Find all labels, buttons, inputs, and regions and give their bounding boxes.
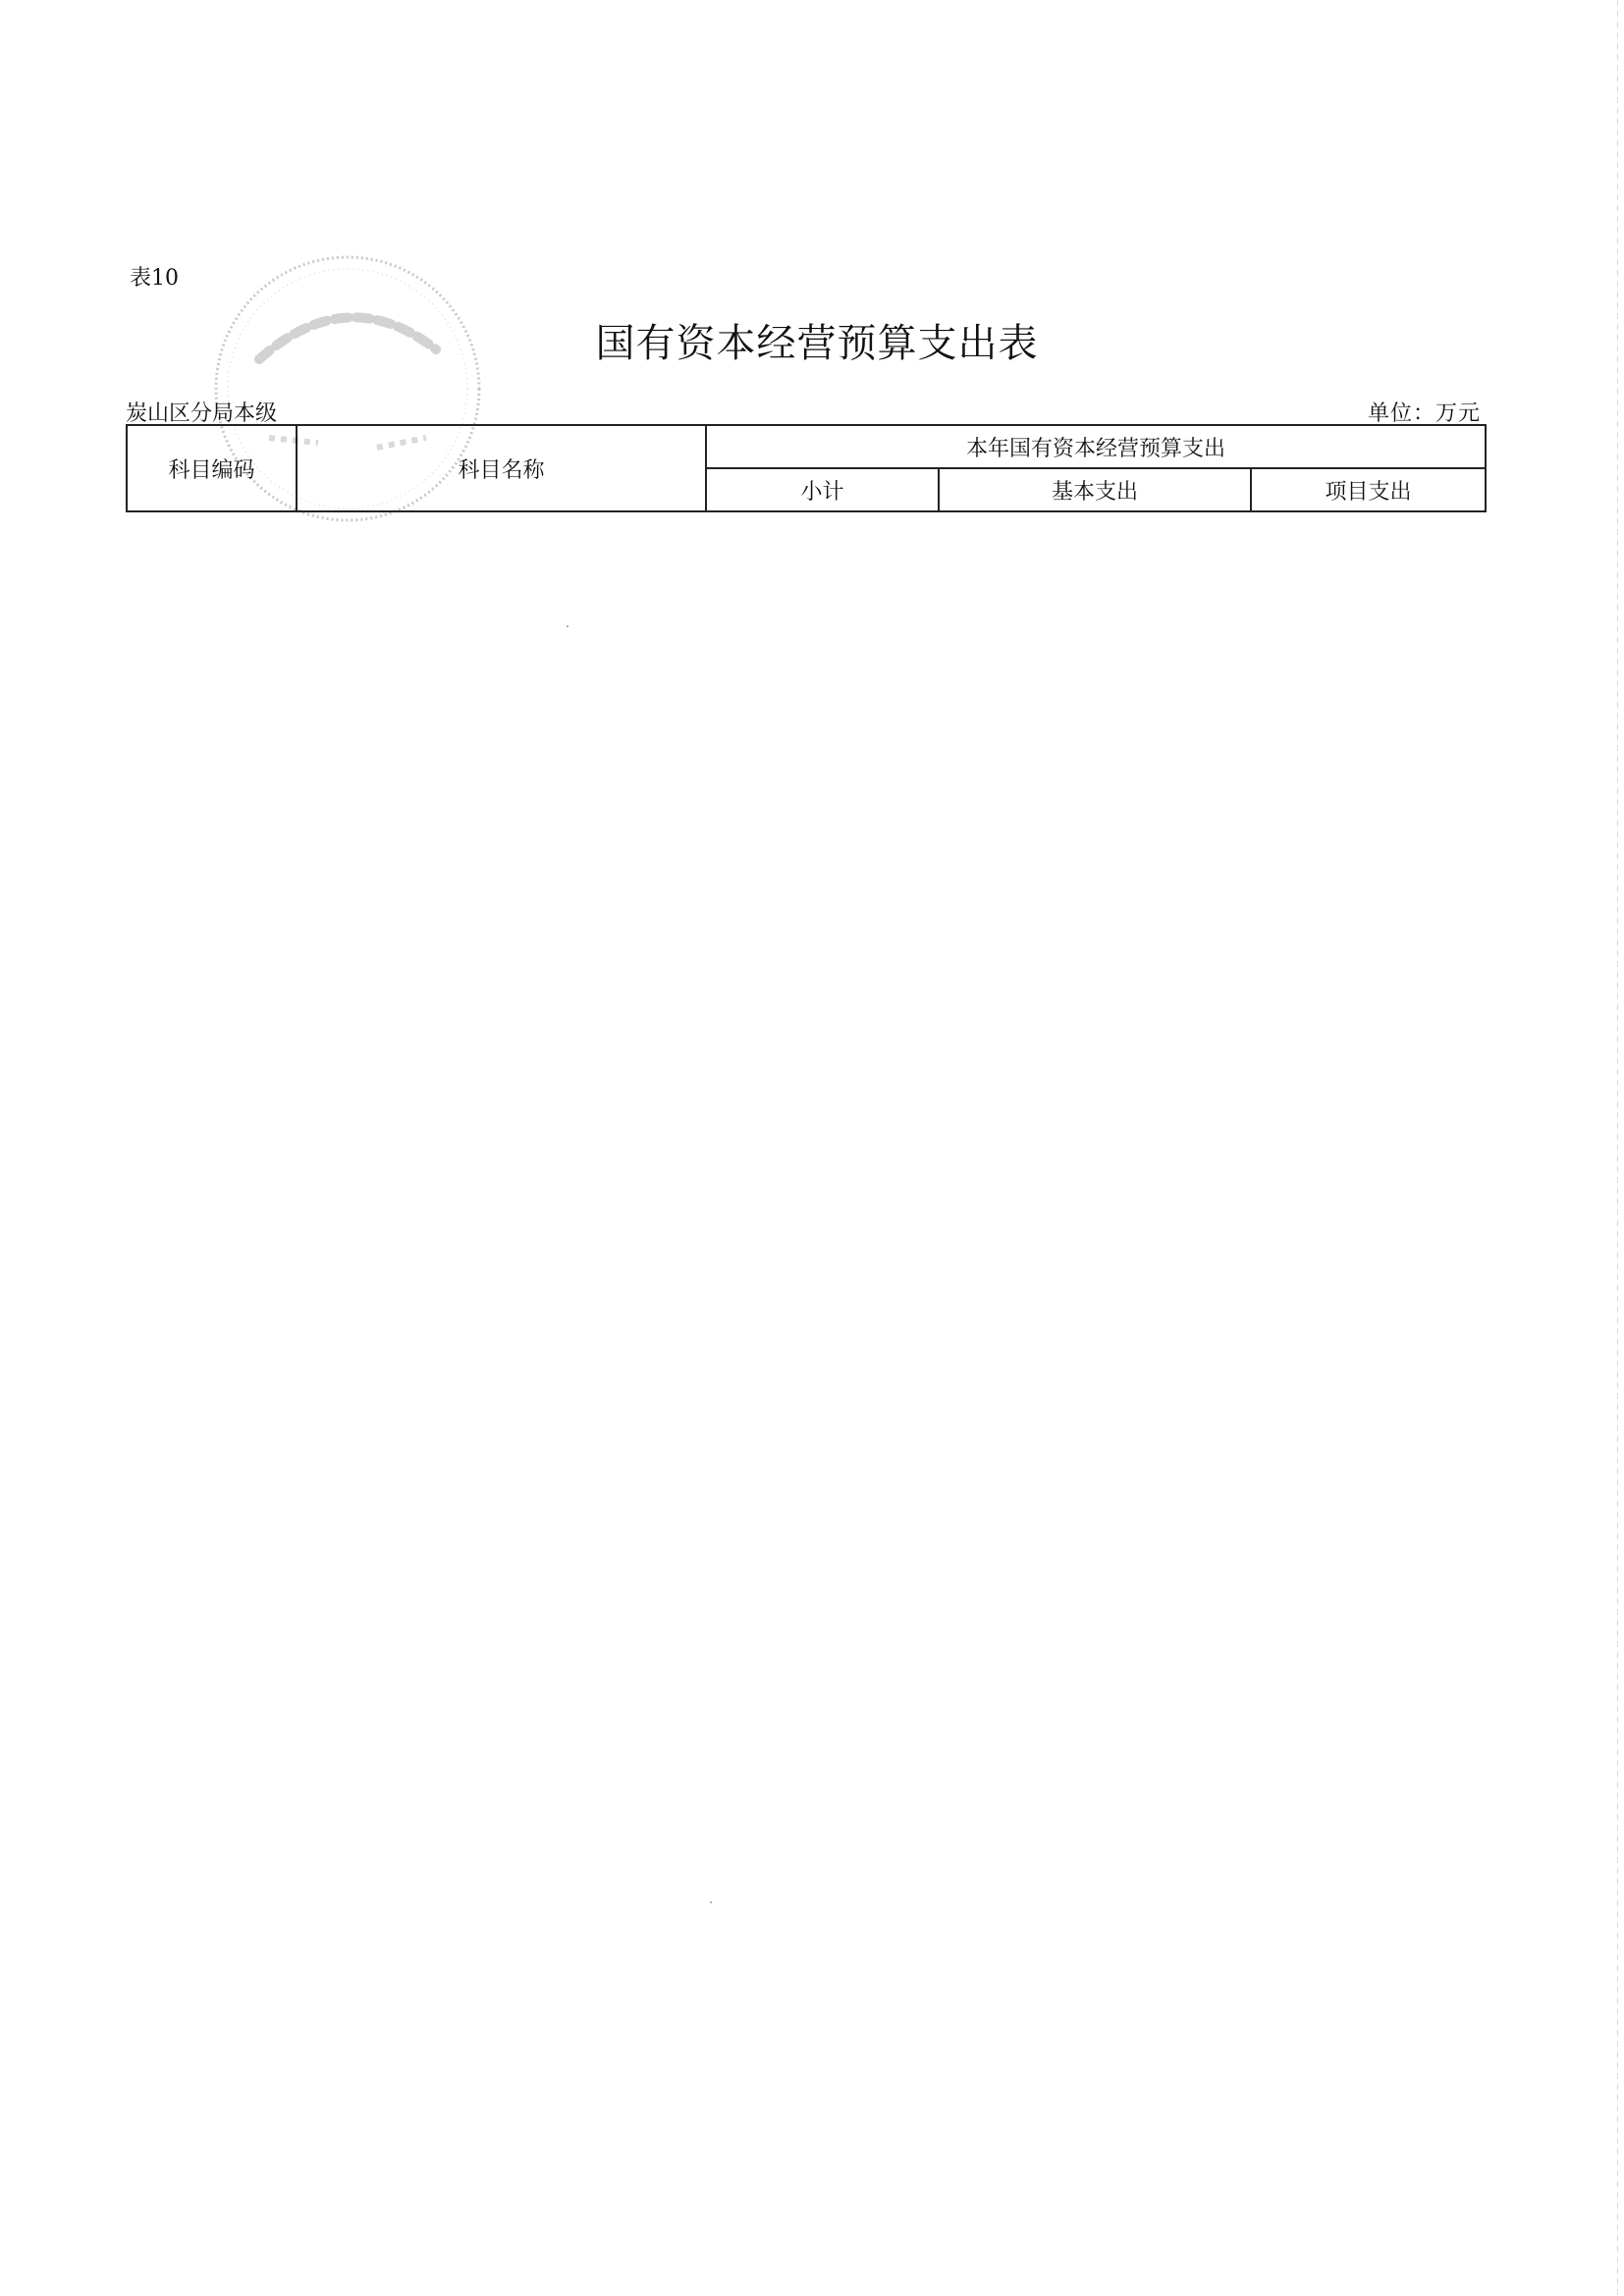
- column-header-basic: 基本支出: [939, 468, 1251, 511]
- page-title: 国有资本经营预算支出表: [595, 321, 1039, 366]
- column-header-project: 项目支出: [1251, 468, 1486, 511]
- column-header-name: 科目名称: [297, 425, 706, 511]
- unit-label: 单位：万元: [1367, 401, 1481, 426]
- table-header-row: [127, 425, 1486, 468]
- unit-name: 炭山区分局本级: [126, 401, 278, 426]
- column-group-header: 本年国有资本经营预算支出: [706, 425, 1486, 468]
- column-header-subtotal: 小计: [706, 468, 939, 511]
- budget-expenditure-table: [126, 424, 1487, 512]
- table-number: 表10: [130, 266, 179, 291]
- scan-speck: [567, 625, 568, 627]
- column-header-code: 科目编码: [127, 425, 297, 511]
- scan-speck: [710, 1901, 712, 1903]
